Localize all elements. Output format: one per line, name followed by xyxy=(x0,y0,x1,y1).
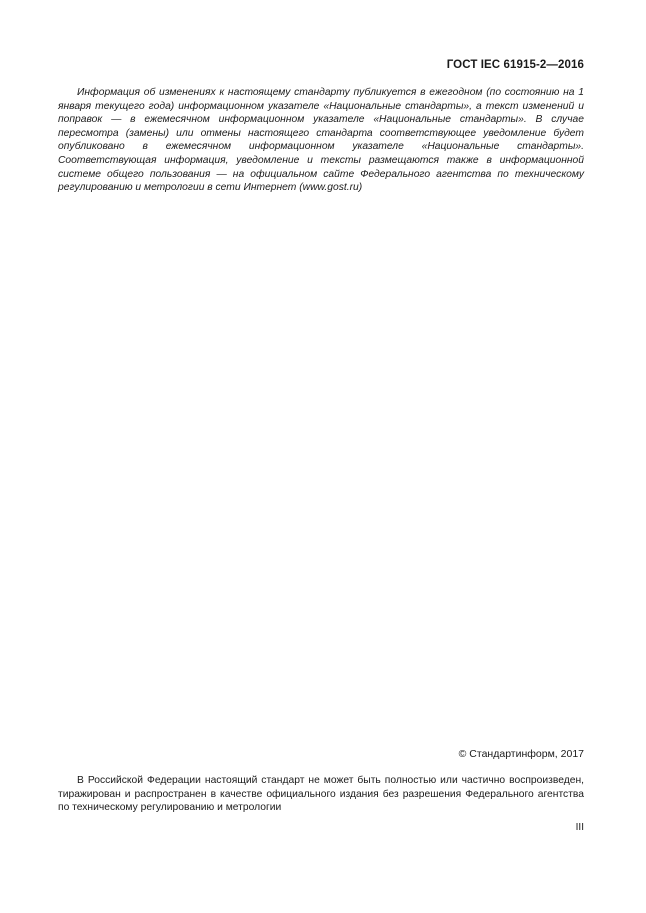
amendments-info-paragraph: Информация об изменениях к настоящему стандарту публикуется в ежегодном (по состоянию на 1 января текущего года) информационном указателе «Национальные стандарты», а текст изменений и поправок — в ежемесячном информационном указателе «Национальные стандарты». В случае пересмотра (замены) или отмены настоящего стандарта соответствующее уведомление будет опубликовано в ежемесячном информационном указателе «Национальные стандарты». Соответствующая информация, уведомление и тексты размещаются также в информационной системе общего пользования — на официальном сайте Федерального агентства по техническому регулированию и метрологии в сети Интернет (www.gost.ru) xyxy=(58,87,584,194)
standard-code-header: ГОСТ IEC 61915-2—2016 xyxy=(446,59,584,71)
reprint-restriction-notice: В Российской Федерации настоящий стандарт не может быть полностью или частично воспроизведен, тиражирован и распространен в качестве официального издания без разрешения Федерального агентства по техническому регулированию и метрологии xyxy=(58,775,584,814)
copyright-notice: © Стандартинформ, 2017 xyxy=(458,748,584,760)
page-number: III xyxy=(575,822,584,833)
